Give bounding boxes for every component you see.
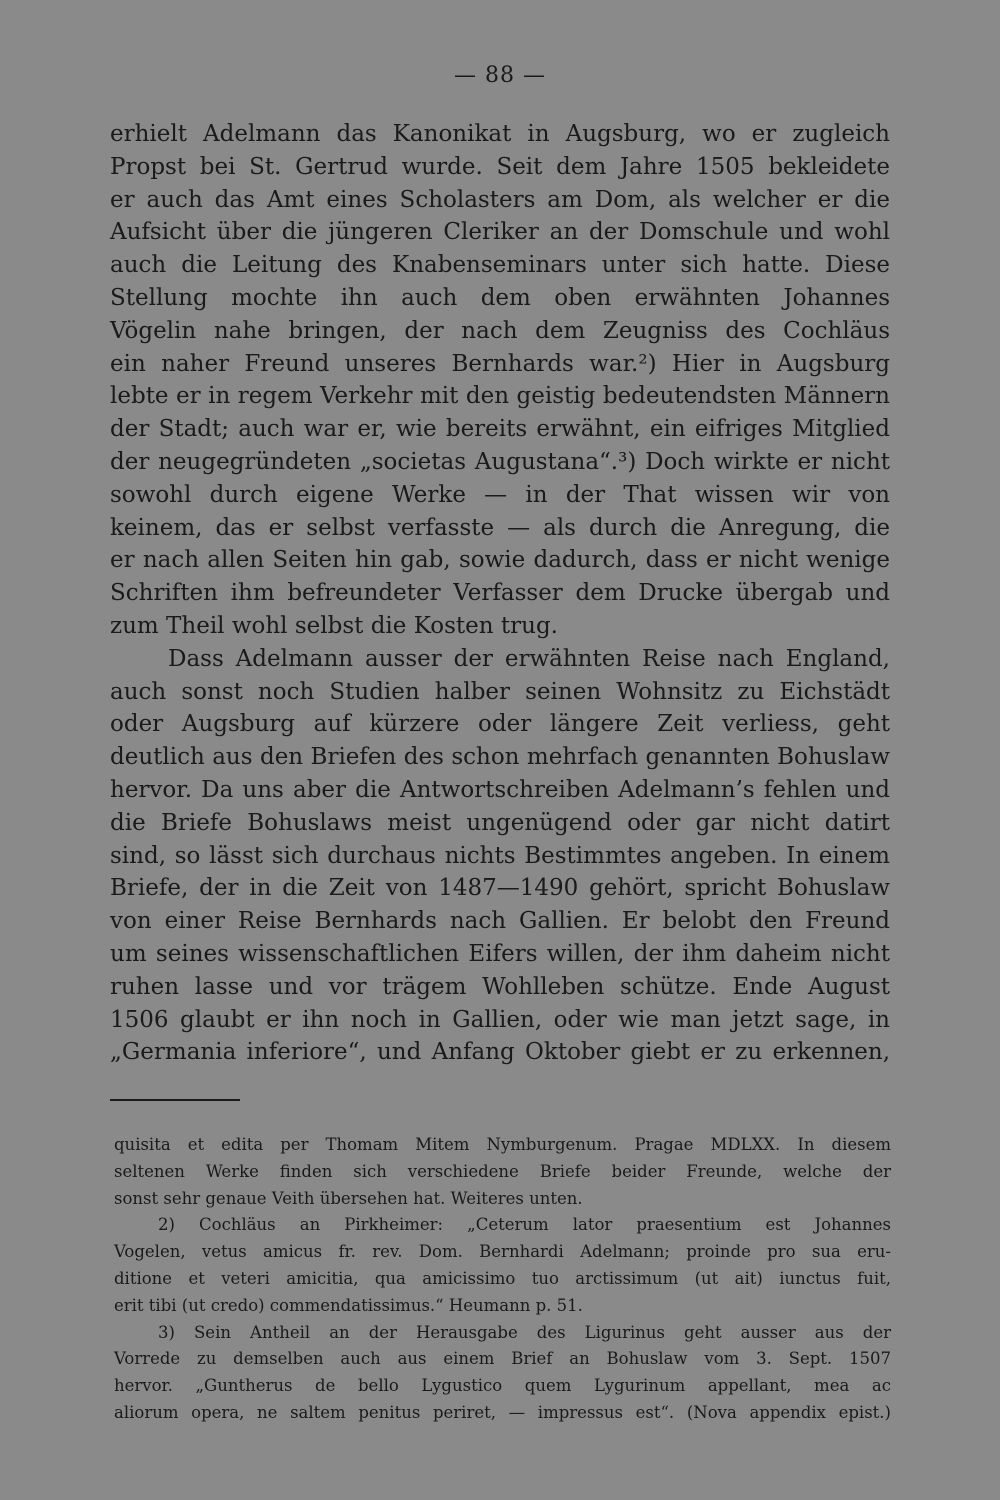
text-line: hervor. Da uns aber die Antwortschreiben Adelmann’s fehlen und [110, 776, 890, 803]
text-line: zum Theil wohl selbst die Kosten trug. [110, 612, 558, 639]
page-number: — 88 — [454, 63, 546, 88]
text-line: Dass Adelmann ausser der erwähnten Reise nach England, [168, 645, 890, 672]
text-line: Propst bei St. Gertrud wurde. Seit dem Jahre 1505 bekleidete [110, 153, 890, 180]
text-line: keinem, das er selbst verfasste — als durch die Anregung, die [110, 514, 890, 541]
text-line: er nach allen Seiten hin gab, sowie dadurch, dass er nicht wenige [110, 547, 890, 574]
footnote-line: 3) Sein Antheil an der Herausgabe des Ligurinus geht ausser aus der [158, 1322, 891, 1342]
text-line: auch die Leitung des Knabenseminars unter sich hatte. Diese [110, 252, 890, 279]
text-line: er auch das Amt eines Scholasters am Dom, als welcher er die [110, 186, 890, 213]
footnotes [114, 1132, 891, 1427]
text-line: die Briefe Bohuslaws meist ungenügend oder gar nicht datirt [110, 809, 890, 836]
text-line: um seines wissenschaftlichen Eifers willen, der ihm daheim nicht [110, 940, 890, 967]
text-line: sind, so lässt sich durchaus nichts Bestimmtes angeben. In einem [110, 842, 890, 869]
text-line: Aufsicht über die jüngeren Cleriker an der Domschule und wohl [110, 219, 890, 246]
text-line: Schriften ihm befreundeter Verfasser dem Drucke übergab und [110, 580, 890, 607]
footnote-line: ditione et veteri amicitia, qua amicissimo tuo arctissimum (ut ait) iunctus fuit, [114, 1268, 891, 1288]
footnote-line: erit tibi (ut credo) commendatissimus.“ Heumann p. 51. [114, 1295, 583, 1315]
text-line: erhielt Adelmann das Kanonikat in Augsburg, wo er zugleich [110, 121, 890, 147]
text-line: ruhen lasse und vor trägem Wohlleben schütze. Ende August [110, 973, 890, 1000]
main-text [110, 118, 890, 1069]
footnote-line: aliorum opera, ne saltem penitus periret, — impressus est“. (Nova appendix epist.) [114, 1402, 891, 1422]
text-line: sowohl durch eigene Werke — in der That wissen wir von [110, 481, 890, 508]
text-line: der neugegründeten „societas Augustana“.³) Doch wirkte er nicht [110, 448, 890, 475]
text-line: 1506 glaubt er ihn noch in Gallien, oder wie man jetzt sage, in [110, 1006, 890, 1033]
text-line: lebte er in regem Verkehr mit den geistig bedeutendsten Männern [110, 383, 890, 410]
text-line: Stellung mochte ihn auch dem oben erwähnten Johannes [110, 284, 890, 311]
text-line: auch sonst noch Studien halber seinen Wohnsitz zu Eichstädt [110, 678, 890, 705]
footnote-line: hervor. „Guntherus de bello Lygustico quem Lygurinum appellant, mea ac [114, 1376, 891, 1396]
text-line: der Stadt; auch war er, wie bereits erwähnt, ein eifriges Mitglied [110, 416, 890, 443]
footnote-line: seltenen Werke finden sich verschiedene Briefe beider Freunde, welche der [114, 1161, 891, 1181]
text-line: deutlich aus den Briefen des schon mehrfach genannten Bohuslaw [110, 744, 890, 771]
text-line: ein naher Freund unseres Bernhards war.²) Hier in Augsburg [110, 350, 890, 377]
text-line: oder Augsburg auf kürzere oder längere Zeit verliess, geht [110, 711, 890, 738]
footnote-divider [110, 1099, 240, 1101]
text-line: Briefe, der in die Zeit von 1487—1490 gehört, spricht Bohuslaw [110, 875, 890, 902]
footnote-line: Vogelen, vetus amicus fr. rev. Dom. Bernhardi Adelmann; proinde pro sua eru- [114, 1242, 891, 1262]
footnote-line: Vorrede zu demselben auch aus einem Brief an Bohuslaw vom 3. Sept. 1507 [114, 1349, 891, 1369]
footnote-line: 2) Cochläus an Pirkheimer: „Ceterum lator praesentium est Johannes [158, 1215, 891, 1235]
footnote-line: quisita et edita per Thomam Mitem Nymburgenum. Pragae MDLXX. In diesem [114, 1135, 891, 1154]
text-line: von einer Reise Bernhards nach Gallien. Er belobt den Freund [110, 908, 890, 935]
text-line: Vögelin nahe bringen, der nach dem Zeugniss des Cochläus [110, 317, 890, 344]
text-line: „Germania inferiore“, und Anfang Oktober giebt er zu erkennen, [110, 1039, 890, 1066]
footnote-line: sonst sehr genaue Veith übersehen hat. Weiteres unten. [114, 1188, 583, 1208]
